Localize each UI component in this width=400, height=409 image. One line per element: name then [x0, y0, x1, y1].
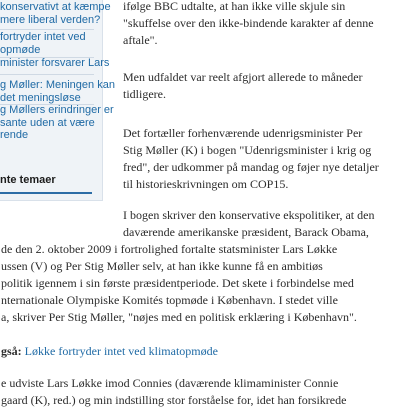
sidebar-link-2[interactable] — [0, 31, 86, 56]
heading-underline — [0, 192, 92, 194]
sidebar-link-line: rende — [0, 129, 29, 141]
text-line: e udviste Lars Løkke imod Connies (daværende klimaminister Connie — [1, 376, 339, 390]
sidebar-link-line: fortryder intet ved — [0, 31, 86, 43]
article-paragraph — [1, 375, 346, 409]
related-articles-sidebar — [0, 0, 115, 201]
text-line: I bogen skriver den konservative ekspolitiker, at den — [123, 208, 375, 222]
sidebar-link-line: konservativt at kæmpe — [0, 1, 111, 13]
also-read-link[interactable]: Løkke fortryder intet ved klimatopmøde — [24, 344, 218, 358]
text-line: fred", der udkommer på mandag og føjer nye detaljer — [123, 160, 379, 174]
text-line: Men udfaldet var reelt afgjort allerede to måneder — [123, 70, 363, 84]
text-line: politik igennem i sin første præsidentperiode. Det skete i forbindelse med — [1, 276, 354, 290]
text-line: de den 2. oktober 2009 i fortrolighed fortalte statsminister Lars Løkke — [1, 242, 338, 256]
text-line: tidligere. — [123, 87, 166, 101]
also-read — [1, 343, 218, 360]
article-paragraph — [123, 0, 374, 49]
text-line: ifølge BBC udtalte, at han ikke ville skjule sin — [123, 0, 346, 13]
sidebar-link-1[interactable] — [0, 1, 111, 26]
text-line: til historieskrivningen om COP15. — [123, 177, 289, 191]
also-read-label: gså: — [1, 344, 22, 358]
related-topics-heading: nte temaer — [0, 174, 56, 186]
text-line: ussen (V) og Per Stig Møller selv, at han ikke kunne få en ambitiøs — [1, 259, 323, 273]
article-paragraph-continued — [1, 241, 357, 326]
text-line: Det fortæller forhenværende udenrigsminister Per — [123, 126, 363, 140]
sidebar-link-line: opmøde — [0, 43, 41, 56]
sidebar-link-line: minister forsvarer Lars — [0, 57, 110, 69]
sidebar-link-line: sante uden at være — [0, 116, 95, 129]
sidebar-link-line: g Møllers erindringer er — [0, 104, 114, 116]
sidebar-link-line: g Møller: Meningen kan — [0, 79, 115, 91]
sidebar-divider — [0, 29, 94, 30]
sidebar-link-3[interactable] — [0, 57, 109, 70]
text-line: daværende amerikanske præsident, Barack Obama, — [123, 225, 369, 239]
text-line: nternationale Olympiske Komités topmøde i København. I stedet ville — [1, 293, 338, 307]
article-paragraph — [123, 207, 374, 241]
sidebar-link-4[interactable] — [0, 79, 115, 104]
article-paragraph — [123, 125, 379, 193]
sidebar-divider — [0, 74, 94, 75]
text-line: aftale". — [123, 33, 158, 47]
sidebar-link-5[interactable] — [0, 104, 114, 142]
text-line: gaard (K), red.) og min indstilling stor forståelse for, idet han forsikrede — [1, 393, 347, 407]
text-line: Stig Møller (K) i bogen "Udenrigsminister i krig og — [123, 143, 372, 157]
sidebar-link-line: det meningsløse — [0, 91, 81, 104]
text-line: a, skriver Per Stig Møller, "nøjes med en politisk erklæring i København". — [1, 310, 357, 324]
article-paragraph — [123, 69, 363, 103]
sidebar-link-line: mere liberal verden? — [0, 13, 101, 26]
text-line: "skuffelse over den ikke-bindende karakter af denne — [123, 16, 374, 30]
